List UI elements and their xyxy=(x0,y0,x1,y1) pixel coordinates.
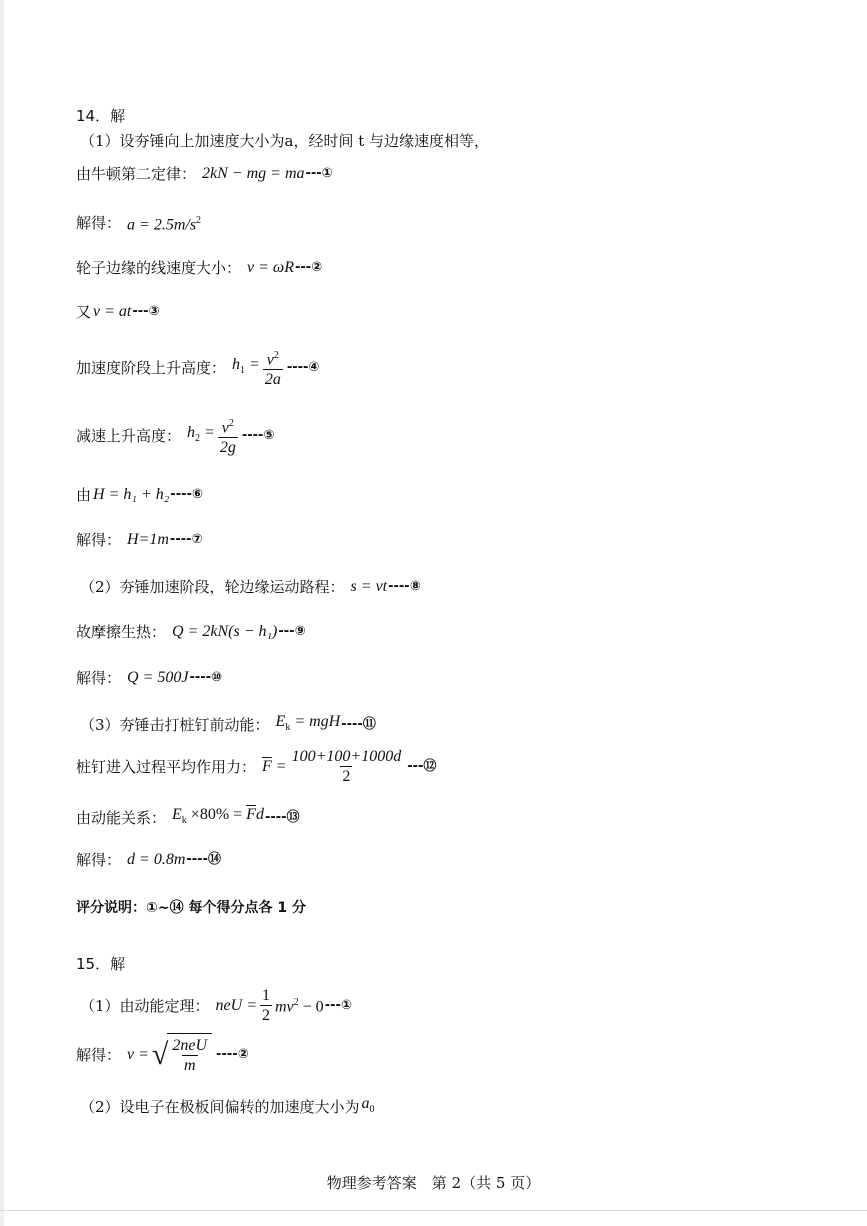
q15-part2-intro: （2）设电子在极板间偏转的加速度大小为 $a_0$ xyxy=(80,1095,375,1117)
q14-rim-speed: 轮子边缘的线速度大小： v = ωR ---② xyxy=(76,259,323,277)
q15-title: 15．解 xyxy=(76,955,126,973)
q14-speed-time: 又 v = at ---③ xyxy=(76,303,160,321)
q14-friction-heat: 故摩擦生热： Q = 2kN(s − h₁) ---⑨ xyxy=(76,623,306,641)
q14-energy-relation: 由动能关系： $E_k \times 80\% = \overline{F}d$ ----⑬ xyxy=(76,806,300,828)
q14-height-result: 解得： H=1m ----⑦ xyxy=(76,531,203,549)
q15-energy-theorem: （1）由动能定理： neU = $\frac{1}{2}$ $mv^2 - 0$ ---① xyxy=(80,987,352,1024)
footer-divider xyxy=(0,1210,867,1211)
q14-decel-height: 减速上升高度： $h_2$ = $\frac{v^2}{2g}$ ----⑤ xyxy=(76,415,274,456)
q15-speed-result: 解得： v = √ $\frac{\text{2neU}}{m}$ ----② xyxy=(76,1033,249,1077)
q14-heat-result: 解得： Q = 500J ----⑩ xyxy=(76,669,223,687)
fraction-average-force: $\frac{100+100+1000d}{2}$ xyxy=(291,748,402,785)
q14-total-height: 由 H = h₁ + h₂ ----⑥ xyxy=(76,486,203,504)
scan-edge xyxy=(0,0,4,1226)
radical-sign-icon: √ xyxy=(151,1038,169,1071)
q14-acceleration-result: 解得： $a = 2.5m/s^2$ xyxy=(76,214,202,234)
q14-depth-result: 解得： d = 0.8m ----⑭ xyxy=(76,851,221,869)
q14-title: 14．解 xyxy=(76,107,126,125)
page-footer: 物理参考答案 第 2（共 5 页） xyxy=(326,1174,541,1192)
fraction-v2-over-2g: $\frac{v^2}{2g}$ xyxy=(219,418,236,457)
q14-newton-law: 由牛顿第二定律： 2kN − mg = ma ---① xyxy=(76,165,333,183)
q14-part3-kinetic: （3）夯锤击打桩钉前动能： $E_k$ = mgH ----⑪ xyxy=(80,713,376,735)
square-root: √ $\frac{\text{2neU}}{m}$ xyxy=(152,1033,212,1077)
q14-part2-path: （2）夯锤加速阶段，轮边缘运动路程： s = vt ----⑧ xyxy=(80,578,421,596)
fraction-one-half: $\frac{1}{2}$ xyxy=(262,987,270,1024)
q14-part1-intro: （1）设夯锤向上加速度大小为a，经时间 t 与边缘速度相等， xyxy=(80,132,490,150)
q14-accel-height: 加速度阶段上升高度： $h_1$ = $\frac{v^2}{2a}$ ----④ xyxy=(76,347,319,388)
fraction-v2-over-2a: $\frac{v^2}{2a}$ xyxy=(264,350,281,389)
q14-scoring-note: 评分说明：①~⑭ 每个得分点各 1 分 xyxy=(76,900,306,916)
q14-average-force: 桩钉进入过程平均作用力： $\overline{F}$ = $\frac{100+100+1000d}{2}$ ---⑫ xyxy=(76,748,437,785)
